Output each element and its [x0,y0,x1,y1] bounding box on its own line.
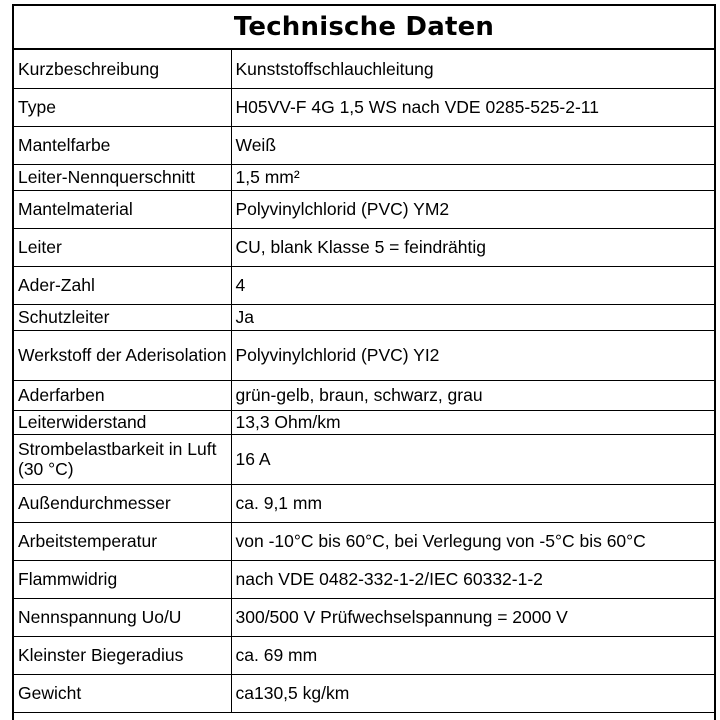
spec-sheet [12,4,716,720]
table-row [14,266,714,304]
row-value: H05VV-F 4G 1,5 WS nach VDE 0285-525-2-11 [231,88,714,126]
row-value: CU, blank Klasse 5 = feindrähtig [231,228,714,266]
row-value: ca. 9,1 mm [231,484,714,522]
table-row [14,674,714,712]
row-value: 4 [231,266,714,304]
row-value: 13,3 Ohm/km [231,410,714,434]
row-value: 16 A [231,434,714,484]
row-value: ca130,5 kg/km [231,674,714,712]
row-label: Flammwidrig [14,560,231,598]
table-row [14,410,714,434]
row-label: Arbeitstemperatur [14,522,231,560]
row-label: Mantelmaterial [14,190,231,228]
row-label: Leiter [14,228,231,266]
table-row [14,330,714,380]
page-title: Technische Daten [14,6,714,50]
row-label: Mantelfarbe [14,126,231,164]
row-value: nach VDE 0482-332-1-2/IEC 60332-1-2 [231,560,714,598]
table-row [14,522,714,560]
row-label: Leiterwiderstand [14,410,231,434]
spec-table [14,50,714,713]
row-label: Schutzleiter [14,304,231,330]
row-label: Kurzbeschreibung [14,50,231,88]
row-value: Polyvinylchlorid (PVC) YI2 [231,330,714,380]
row-label: Außendurchmesser [14,484,231,522]
table-row [14,88,714,126]
row-label: Werkstoff der Aderisolation [14,330,231,380]
row-label: Kleinster Biegeradius [14,636,231,674]
row-value: 1,5 mm² [231,164,714,190]
row-value: 300/500 V Prüfwechselspannung = 2000 V [231,598,714,636]
row-value: Ja [231,304,714,330]
row-label: Gewicht [14,674,231,712]
table-row [14,228,714,266]
table-row [14,304,714,330]
row-value: Polyvinylchlorid (PVC) YM2 [231,190,714,228]
table-row [14,434,714,484]
row-value: Kunststoffschlauchleitung [231,50,714,88]
row-label: Leiter-Nennquerschnitt [14,164,231,190]
row-label: Strombelastbarkeit in Luft (30 °C) [14,434,231,484]
table-row [14,380,714,410]
row-value: von -10°C bis 60°C, bei Verlegung von -5°C bis 60°C [231,522,714,560]
row-value: Weiß [231,126,714,164]
row-value: grün-gelb, braun, schwarz, grau [231,380,714,410]
table-row [14,164,714,190]
table-row [14,598,714,636]
row-label: Nennspannung Uo/U [14,598,231,636]
row-label: Aderfarben [14,380,231,410]
row-value: ca. 69 mm [231,636,714,674]
table-row [14,560,714,598]
row-label: Type [14,88,231,126]
table-row [14,484,714,522]
table-row [14,50,714,88]
table-row [14,126,714,164]
table-row [14,636,714,674]
row-label: Ader-Zahl [14,266,231,304]
table-row [14,190,714,228]
